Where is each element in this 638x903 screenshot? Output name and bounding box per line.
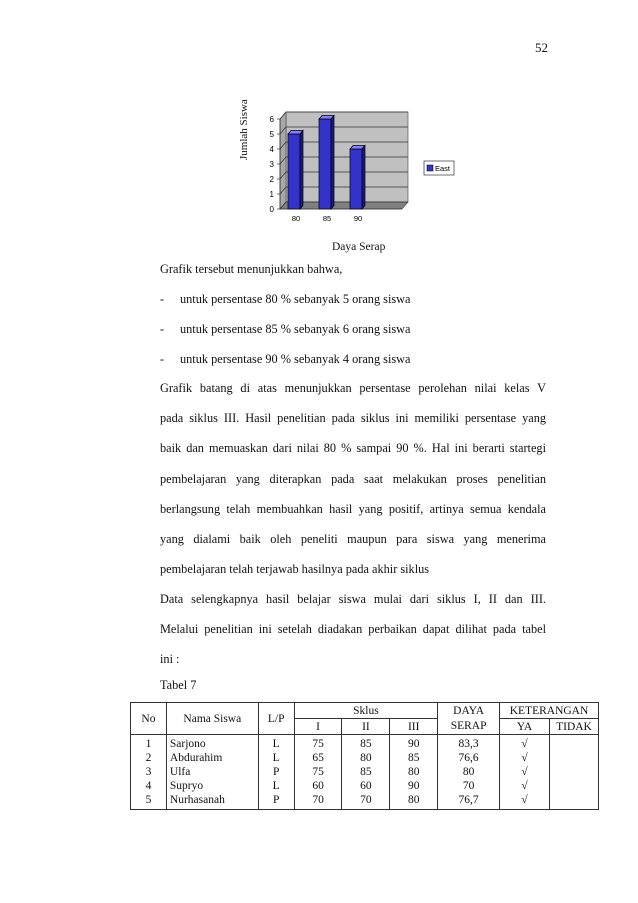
table-cell-daya-2: 76,6 (458, 752, 479, 764)
header-siklus: Sklus (294, 703, 437, 719)
bullet-dash: - (160, 352, 165, 366)
y-axis-label: Jumlah Siswa (238, 99, 250, 160)
x-tick-label: 90 (353, 214, 363, 223)
header-keterangan: KETERANGAN (500, 703, 599, 719)
results-table (130, 702, 599, 810)
table-cell-lp-4: L (272, 780, 280, 792)
table-cell-tidak-5 (553, 793, 595, 807)
table-cell-ya-4: √ (521, 780, 528, 792)
bar-chart (228, 105, 468, 255)
legend-label: East (435, 164, 451, 173)
table-cell-name-5: Nurhasanah (169, 794, 225, 806)
header-no: No (131, 703, 167, 735)
table-cell-name-4: Supryo (169, 780, 204, 792)
col-tidak (549, 735, 598, 810)
bullet-text: untuk persentase 85 % sebanyak 6 orang siswa (180, 322, 411, 336)
table-cell-no-1: 1 (145, 738, 152, 750)
col-siklus-2 (342, 735, 390, 810)
table-cell-tidak-4 (553, 779, 595, 793)
col-daya-serap (438, 735, 500, 810)
table-cell-lp-5: P (272, 794, 280, 806)
table-cell-s3-2: 85 (407, 752, 420, 764)
chart-svg (228, 105, 468, 255)
y-tick-label: 3 (269, 160, 274, 169)
table-cell-s1-2: 65 (312, 752, 324, 764)
legend-swatch (427, 165, 433, 171)
table-cell-daya-5: 76,7 (458, 794, 479, 806)
header-siklus-3: III (390, 719, 438, 735)
header-siklus-1: I (294, 719, 342, 735)
paragraph-line: Grafik batang di atas menunjukkan persentase perolehan nilai kelas V (160, 381, 546, 395)
table-cell-tidak-1 (553, 737, 595, 751)
table-cell-tidak-2 (553, 751, 595, 765)
table-cell-no-2: 2 (145, 752, 152, 764)
col-lp (258, 735, 294, 810)
table-cell-daya-4: 70 (462, 780, 475, 792)
paragraph-line: pembelajaran yang diterapkan pada saat melakukan proses penelitian (160, 472, 546, 486)
y-tick-label: 6 (269, 115, 274, 124)
table-body-row (131, 735, 599, 810)
table-cell-ya-3: √ (521, 766, 528, 778)
bar-side-90 (362, 146, 365, 210)
header-serap: SERAP (438, 719, 500, 735)
bullet-text: untuk persentase 90 % sebanyak 4 orang siswa (180, 352, 411, 366)
bar-85 (319, 119, 331, 209)
table-cell-ya-5: √ (521, 794, 528, 806)
table-cell-s1-3: 75 (312, 766, 324, 778)
paragraph-line: ini : (160, 652, 180, 666)
table-cell-daya-1: 83,3 (458, 738, 479, 750)
header-siklus-2: II (342, 719, 390, 735)
table-cell-daya-3: 80 (462, 766, 475, 778)
paragraph-line: yang dialami baik oleh peneliti maupun para siswa yang menerima (160, 532, 546, 546)
table-cell-lp-3: P (272, 766, 280, 778)
col-no (131, 735, 167, 810)
x-tick-label: 80 (291, 214, 301, 223)
table-cell-no-4: 4 (145, 780, 152, 792)
bullet-dash: - (160, 292, 165, 306)
table-cell-s3-3: 80 (407, 766, 420, 778)
bullet-dash: - (160, 322, 165, 336)
header-name: Nama Siswa (166, 703, 258, 735)
col-siklus-3 (390, 735, 438, 810)
paragraph-line: baik dan memuaskan dari nilai 80 % sampai 90 %. Hal ini berarti startegi (160, 441, 546, 455)
y-tick-label: 0 (269, 205, 274, 214)
table-cell-no-3: 3 (145, 766, 152, 778)
bar-side-80 (300, 131, 303, 210)
table-cell-name-3: Ulfa (169, 766, 191, 778)
table-cell-s2-5: 70 (360, 794, 372, 806)
x-axis-label: Daya Serap (332, 241, 386, 253)
table-cell-s2-3: 85 (360, 766, 372, 778)
table-cell-s3-4: 90 (407, 780, 420, 792)
y-tick-label: 1 (269, 190, 274, 199)
table-cell-name-2: Abdurahim (169, 752, 223, 764)
y-tick-label: 2 (269, 175, 274, 184)
col-siklus-1 (294, 735, 342, 810)
paragraph-line: Melalui penelitian ini setelah diadakan perbaikan dapat dilihat pada tabel (160, 622, 546, 636)
bar-side-85 (331, 116, 334, 210)
intro-line: Grafik tersebut menunjukkan bahwa, (160, 262, 343, 276)
bar-80 (288, 134, 300, 209)
paragraph-line: berlangsung telah membuahkan hasil yang positif, artinya semua kendala (160, 502, 546, 516)
table-cell-name-1: Sarjono (169, 738, 206, 750)
table-cell-s3-5: 80 (407, 794, 420, 806)
table-cell-ya-2: √ (521, 752, 528, 764)
table-cell-tidak-3 (553, 765, 595, 779)
table-caption: Tabel 7 (160, 678, 197, 692)
table-cell-no-5: 5 (145, 794, 152, 806)
page-number: 52 (535, 40, 548, 55)
x-tick-label: 85 (322, 214, 332, 223)
table-cell-lp-1: L (272, 738, 280, 750)
table-cell-s2-4: 60 (360, 780, 372, 792)
table-cell-s2-2: 80 (360, 752, 372, 764)
header-tidak: TIDAK (549, 719, 598, 735)
paragraph-line: pada siklus III. Hasil penelitian pada siklus ini memiliki persentase yang (160, 411, 546, 425)
y-tick-label: 4 (269, 145, 274, 154)
header-lp: L/P (258, 703, 294, 735)
table-cell-s1-5: 70 (312, 794, 324, 806)
y-tick-label: 5 (269, 130, 274, 139)
table-cell-s1-1: 75 (312, 738, 324, 750)
bullet-text: untuk persentase 80 % sebanyak 5 orang siswa (180, 292, 411, 306)
col-name (166, 735, 258, 810)
col-ya (500, 735, 550, 810)
paragraph-line: pembelajaran telah terjawab hasilnya pada akhir siklus (160, 562, 430, 576)
table-cell-s2-1: 85 (360, 738, 372, 750)
header-daya: DAYA (438, 703, 500, 719)
table-cell-ya-1: √ (521, 738, 528, 750)
bar-90 (350, 149, 362, 209)
paragraph-line: Data selengkapnya hasil belajar siswa mulai dari siklus I, II dan III. (160, 592, 546, 606)
header-ya: YA (500, 719, 550, 735)
table-cell-lp-2: L (272, 752, 280, 764)
table-cell-s1-4: 60 (312, 780, 324, 792)
table-cell-s3-1: 90 (407, 738, 420, 750)
